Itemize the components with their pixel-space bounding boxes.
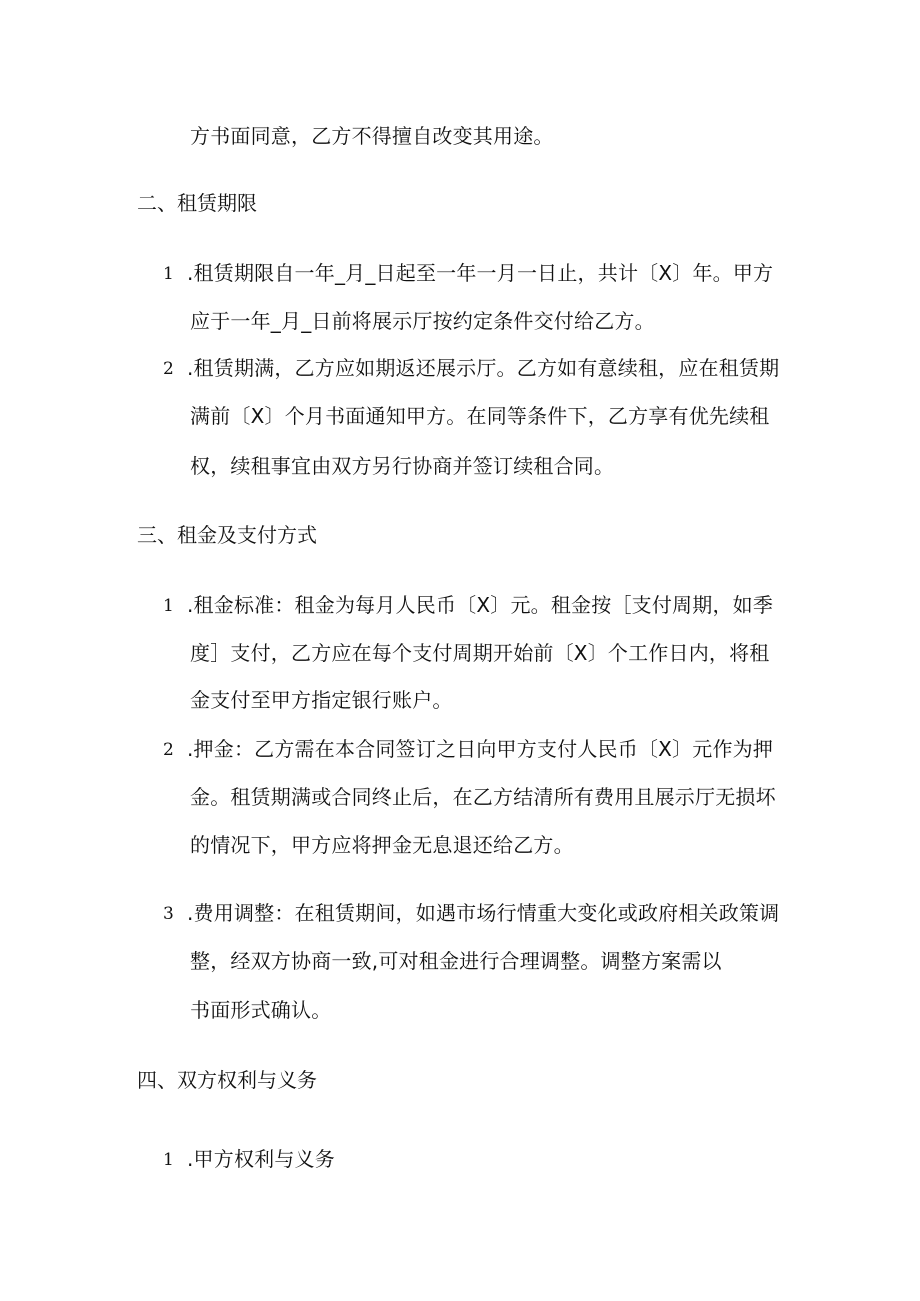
paragraph-line: 整，经双方协商一致,可对租金进行合理调整。调整方案需以: [190, 949, 722, 973]
paragraph-line: .费用调整：在租赁期间，如遇市场行情重大变化或政府相关政策调: [187, 901, 780, 925]
section-heading-rights-obligations: 四、双方权利与义务: [137, 1068, 317, 1092]
paragraph-line: .租赁期限自一年_月_日起至一年一月一日止，共计〔X〕年。甲方: [187, 261, 774, 285]
paragraph-line: .租金标准：租金为每月人民币〔X〕元。租金按［支付周期，如季: [187, 593, 774, 617]
item-number: 1: [163, 1150, 174, 1170]
section-heading-rent-payment: 三、租金及支付方式: [137, 523, 317, 547]
paragraph-line: 金支付至甲方指定银行账户。: [190, 688, 453, 712]
item-number: 1: [163, 596, 174, 616]
paragraph-line: 的情况下，甲方应将押金无息退还给乙方。: [190, 833, 574, 857]
intro-line: 方书面同意，乙方不得擅自改变其用途。: [190, 124, 554, 148]
item-number: 1: [163, 264, 174, 284]
paragraph-line: .押金：乙方需在本合同签订之日向甲方支付人民币〔X〕元作为押: [187, 737, 774, 761]
paragraph-line: 应于一年_月_日前将展示厅按约定条件交付给乙方。: [190, 309, 655, 333]
paragraph-line: 书面形式确认。: [190, 998, 332, 1022]
paragraph-line: .租赁期满，乙方应如期返还展示厅。乙方如有意续租，应在租赁期: [187, 356, 780, 380]
section-heading-lease-term: 二、租赁期限: [137, 191, 257, 215]
paragraph-line: 度］支付，乙方应在每个支付周期开始前〔X〕个工作日内，将租: [190, 641, 770, 665]
paragraph-line: 满前〔X〕个月书面通知甲方。在同等条件下，乙方享有优先续租: [190, 404, 770, 428]
item-number: 2: [163, 740, 174, 760]
item-number: 2: [163, 359, 174, 379]
item-number: 3: [163, 904, 174, 924]
paragraph-line: 金。租赁期满或合同终止后，在乙方结清所有费用且展示厅无损坏: [190, 785, 776, 809]
paragraph-line: .甲方权利与义务: [187, 1147, 335, 1171]
paragraph-line: 权，续租事宜由双方另行协商并签订续租合同。: [190, 454, 615, 478]
